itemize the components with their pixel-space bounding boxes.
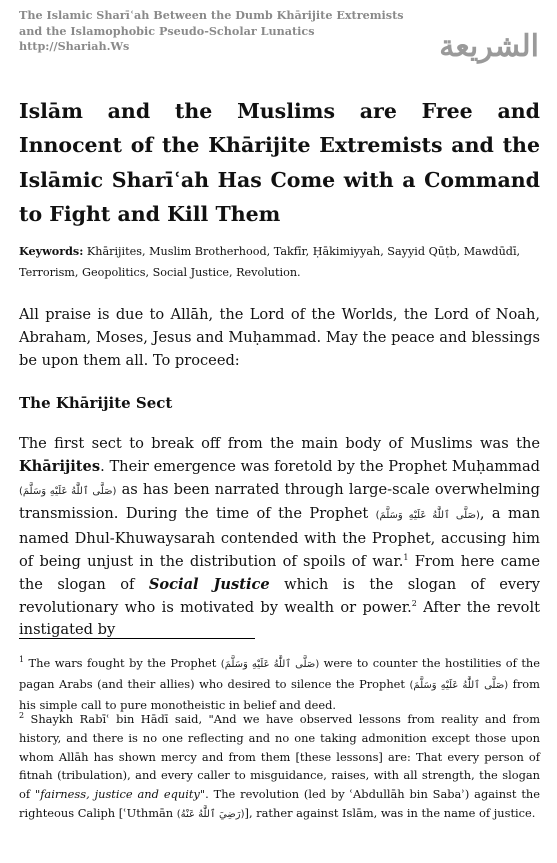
footnote-2-number: 2 — [19, 711, 25, 721]
para-text-7: After the revolt instigated by — [19, 598, 540, 639]
social-justice-term: Social Justice — [148, 575, 270, 593]
para-text-4: , a man named Dhul-Khuwaysarah contended with the Prophet, accusing him of being unjust in the distribution of spoils of war. — [19, 505, 540, 570]
footnote-2-text-a: Shaykh Rabīʿ bin Hādī said, "And we have observed lessons from reality and from history, and there is no one reflecting and no one taking admonition except those upon whom Allāh has shown mercy and from them [these lessons] are: That every person of fitnah (tribulation), and every caller to misguidance, raises, with all strength, the slogan of " — [19, 712, 540, 802]
khawarij-term: Khārijites — [19, 457, 101, 475]
header-line-2: and the Islamophobic Pseudo-Scholar Lunatics — [19, 23, 315, 38]
para-text-3: as has been narrated through large-scale overwhelming transmission. During the time of the Prophet — [19, 480, 540, 523]
keywords-label: Keywords: — [19, 244, 84, 258]
body-paragraph — [19, 433, 540, 642]
footnote-divider — [19, 638, 255, 639]
running-header — [19, 8, 539, 70]
section-heading: The Khārijite Sect — [19, 394, 173, 412]
footnote-1-text-b: were to counter the hostilities of the pagan Arabs (and their allies) who desired to silence the Prophet — [19, 656, 540, 691]
footnote-2-italic: fairness, justice and equity — [40, 787, 200, 802]
footnote-2 — [19, 710, 540, 825]
header-text — [19, 8, 404, 55]
salutation-glyph: (صَلَّى ٱللَّٰهُ عَلَيْهِ وَسَلَّمَ) — [375, 510, 480, 522]
page-title: Islām and the Muslims are Free and Innocent of the Khārijite Extremists and the Islāmic Sharīʿah Has Come with a Command to Fight and Kill Them — [19, 99, 540, 227]
para-text-2: . Their emergence was foretold by the Prophet Muḥammad — [100, 457, 540, 475]
header-line-1: The Islamic Sharīʿah Between the Dumb Khārijite Extremists — [19, 8, 404, 22]
para-text-1: The first sect to break off from the main body of Muslims was the — [19, 435, 540, 452]
shariah-logo: الشريعة — [439, 29, 539, 64]
salutation-glyph: (صَلَّى ٱللَّٰهُ عَلَيْهِ وَسَلَّمَ) — [409, 679, 509, 691]
keywords-list: Khārijites, Muslim Brotherhood, Takfīr, Ḥākimiyyah, Sayyid Qūṭb, Mawdūdī, Terrorism, Geopolitics, Social Justice, Revolution. — [19, 245, 521, 279]
footnote-1-text-a: The wars fought by the Prophet — [24, 656, 221, 670]
footnote-1-text-c: from his simple call to pure monotheistic in belief and deed. — [19, 676, 540, 712]
header-url: http://Shariah.Ws — [19, 39, 130, 53]
salutation-glyph: (صَلَّى ٱللَّٰهُ عَلَيْهِ وَسَلَّمَ) — [220, 659, 320, 670]
footnote-2-text-c: ], rather against Islām, was in the name of justice. — [244, 805, 536, 820]
footnote-ref-1[interactable]: 1 — [403, 553, 409, 563]
footnote-1-number: 1 — [19, 655, 25, 665]
para-text-5: From here came the slogan of — [19, 552, 540, 593]
keywords — [19, 241, 540, 283]
footnote-ref-2[interactable]: 2 — [411, 598, 417, 608]
intro-paragraph: All praise is due to Allāh, the Lord of the Worlds, the Lord of Noah, Abraham, Moses, Jesus and Muḥammad. May the peace and blessings be upon them all. To proceed: — [19, 306, 540, 369]
footnote-1 — [19, 654, 540, 714]
footnote-2-text-b: ". The revolution (led by ʿAbdullāh bin Sabaʾ) against the righteous Caliph [ʿUthmān — [19, 787, 540, 820]
salutation-glyph: (صَلَّى ٱللَّٰهُ عَلَيْهِ وَسَلَّمَ) — [19, 485, 117, 497]
radiya-glyph: (رَضِيَ ٱللَّٰهُ عَنْهُ) — [176, 808, 245, 820]
para-text-6: which is the slogan of every revolutionary who is motivated by wealth or power. — [19, 575, 540, 616]
